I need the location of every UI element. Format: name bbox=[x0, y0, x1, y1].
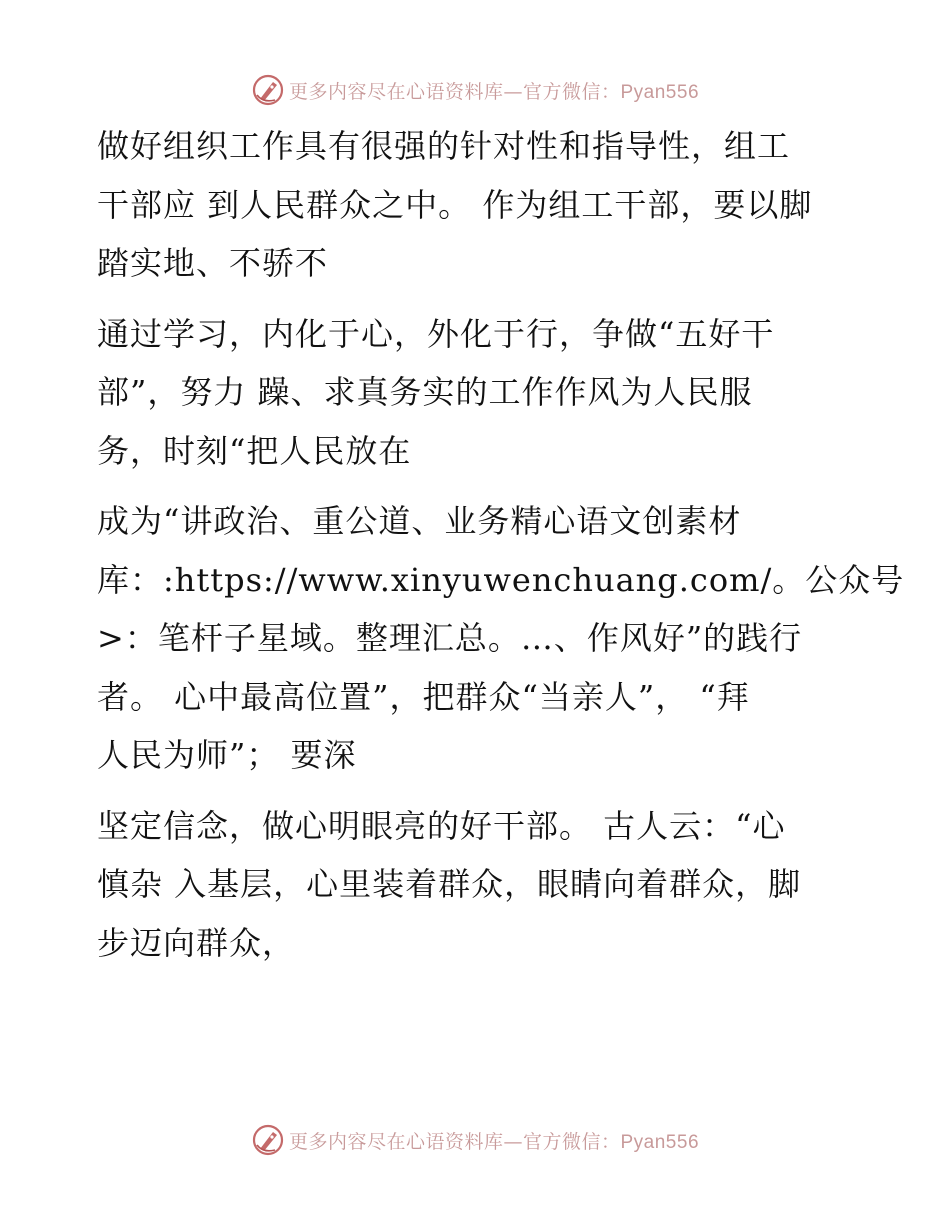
text-line: 者。 心中最高位置”，把群众“当亲人”， “拜 bbox=[97, 677, 750, 716]
text-line: 部”，努力 躁、求真务实的工作作风为人民服 bbox=[97, 373, 753, 411]
paragraph-3 bbox=[97, 492, 905, 785]
pen-nib-logo-icon bbox=[251, 1123, 285, 1157]
watermark-text: 更多内容尽在心语资料库—官方微信：Pyan556 bbox=[288, 80, 700, 103]
text-line: 通过学习，内化于心，外化于行，争做“五好干 bbox=[97, 314, 775, 353]
text-line: >：笔杆子星域。整理汇总。…、作风好”的践行 bbox=[97, 619, 803, 657]
paragraph-2 bbox=[97, 305, 857, 481]
text-line: 干部应 到人民群众之中。 作为组工干部，要以脚 bbox=[97, 185, 813, 224]
pen-nib-logo-icon bbox=[251, 73, 285, 107]
text-line: 成为“讲政治、重公道、业务精心语文创素材 bbox=[97, 502, 742, 540]
text-line: 坚定信念，做心明眼亮的好干部。 古人云：“心 bbox=[97, 806, 786, 845]
text-line: 慎杂 入基层，心里装着群众，眼睛向着群众，脚 bbox=[97, 865, 802, 903]
paragraph-4 bbox=[97, 797, 857, 973]
paragraph-1 bbox=[97, 117, 857, 293]
text-line: 踏实地、不骄不 bbox=[97, 244, 329, 282]
watermark-handle: Pyan556 bbox=[620, 81, 700, 103]
document-body bbox=[97, 117, 905, 984]
footer-watermark bbox=[0, 1120, 950, 1160]
text-line: 步迈向群众， bbox=[97, 923, 296, 962]
text-line: 库：:https://www.xinyuwenchuang.com/。公众号 bbox=[97, 560, 905, 599]
watermark-handle: Pyan556 bbox=[620, 1131, 700, 1153]
text-line: 做好组织工作具有很强的针对性和指导性，组工 bbox=[97, 127, 791, 165]
text-line: 务，时刻“把人民放在 bbox=[97, 431, 412, 470]
text-line: 人民为师”； 要深 bbox=[97, 736, 357, 774]
header-watermark bbox=[0, 70, 950, 110]
watermark-text: 更多内容尽在心语资料库—官方微信：Pyan556 bbox=[288, 1130, 700, 1153]
